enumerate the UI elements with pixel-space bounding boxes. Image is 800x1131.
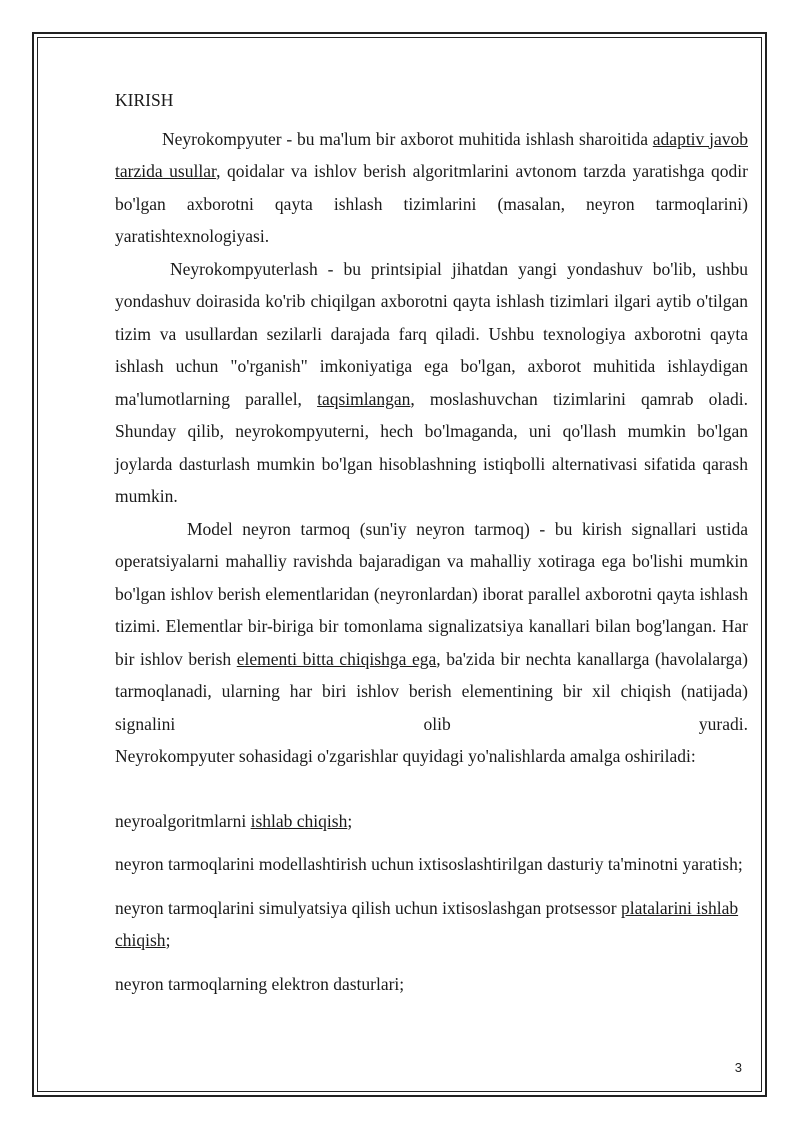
list-item xyxy=(115,892,748,957)
paragraph-2-text-b: , moslashuvchan tizimlarini qamrab oladi. Shunday qilib, neyrokompyuterni, hech bo'lmaganda, uni qo'llash mumkin bo'lgan joylarda dasturlash mumkin bo'lgan hisoblashning istiqbolli alternativasi sifatida qarash mumkin. xyxy=(115,388,748,506)
paragraph-1 xyxy=(115,123,748,253)
list-item: neyron tarmoqlarini modellashtirish uchun ixtisoslashtirilgan dasturiy ta'minotni yaratish; xyxy=(115,854,743,874)
paragraph-2-link[interactable]: taqsimlangan xyxy=(317,388,411,409)
list-item-3-link[interactable]: platalarini ishlab chiqish xyxy=(115,897,739,950)
paragraph-4: Neyrokompyuter sohasidagi o'zgarishlar quyidagi yo'nalishlarda amalga oshiriladi: xyxy=(115,746,696,766)
paragraph-2 xyxy=(115,253,748,513)
paragraph-1-text-b: , qoidalar va ishlov berish algoritmlarini avtonom tarzda yaratishga qodir bo'lgan axborotni qayta ishlash tizimlarini (masalan, neyron tarmoqlarini) yaratishtexnologiyasi. xyxy=(115,161,748,246)
paragraph-3 xyxy=(115,513,748,741)
section-heading: KIRISH xyxy=(115,90,174,110)
document-body xyxy=(115,84,748,1011)
paragraph-3-text-b: , ba'zida bir nechta kanallarga (havolalarga) tarmoqlanadi, ularning har biri ishlov berish elementining bir xil chiqish (natijada) signalini olib yuradi. xyxy=(115,648,749,734)
list-item: neyron tarmoqlarning elektron dasturlari; xyxy=(115,973,405,994)
list-item-3-text-b: ; xyxy=(165,930,171,950)
paragraph-3-link[interactable]: elementi bitta chiqishga ega xyxy=(236,648,437,669)
list-item-1-link[interactable]: ishlab chiqish xyxy=(250,810,348,831)
page-number: 3 xyxy=(734,1060,742,1075)
paragraph-2-text-a: Neyrokompyuterlash - bu printsipial jihatdan yangi yondashuv bo'lib, ushbu yondashuv doirasida ko'rib chiqilgan axborotni qayta ishlash tizimlari ilgari aytib o'tilgan tizim va usullardan sezilarli darajada farq qiladi. Ushbu texnologiya axborotni qayta ishlash uchun "o'rganish" imkoniyatiga ega bo'lgan, axborot muhitida ishlaydigan ma'lumotlarning parallel, xyxy=(115,258,748,409)
directions-list xyxy=(115,805,748,1001)
list-item xyxy=(115,805,748,838)
paragraph-3-text-a: Model neyron tarmoq (sun'iy neyron tarmoq) - bu kirish signallari ustida operatsiyalarni mahalliy ravishda bajaradigan va mahalliy xotiraga ega bo'lishi mumkin bo'lgan ishlov berish elementlaridan (neyronlardan) iborat parallel axborotni qayta ishlash tizimi. Elementlar bir-biriga bir tomonlama signalizatsiya kanallari bilan bog'langan. Har bir ishlov berish xyxy=(115,518,748,669)
list-item-1-text-b: ; xyxy=(347,810,353,831)
paragraph-1-link[interactable]: adaptiv javob tarzida usullar xyxy=(115,128,748,181)
paragraph-1-text-a: Neyrokompyuter - bu ma'lum bir axborot muhitida ishlash sharoitida xyxy=(162,128,653,149)
list-item-3-text-a: neyron tarmoqlarini simulyatsiya qilish uchun ixtisoslashgan protsessor xyxy=(115,897,621,918)
list-item-1-text-a: neyroalgoritmlarni xyxy=(115,810,251,831)
